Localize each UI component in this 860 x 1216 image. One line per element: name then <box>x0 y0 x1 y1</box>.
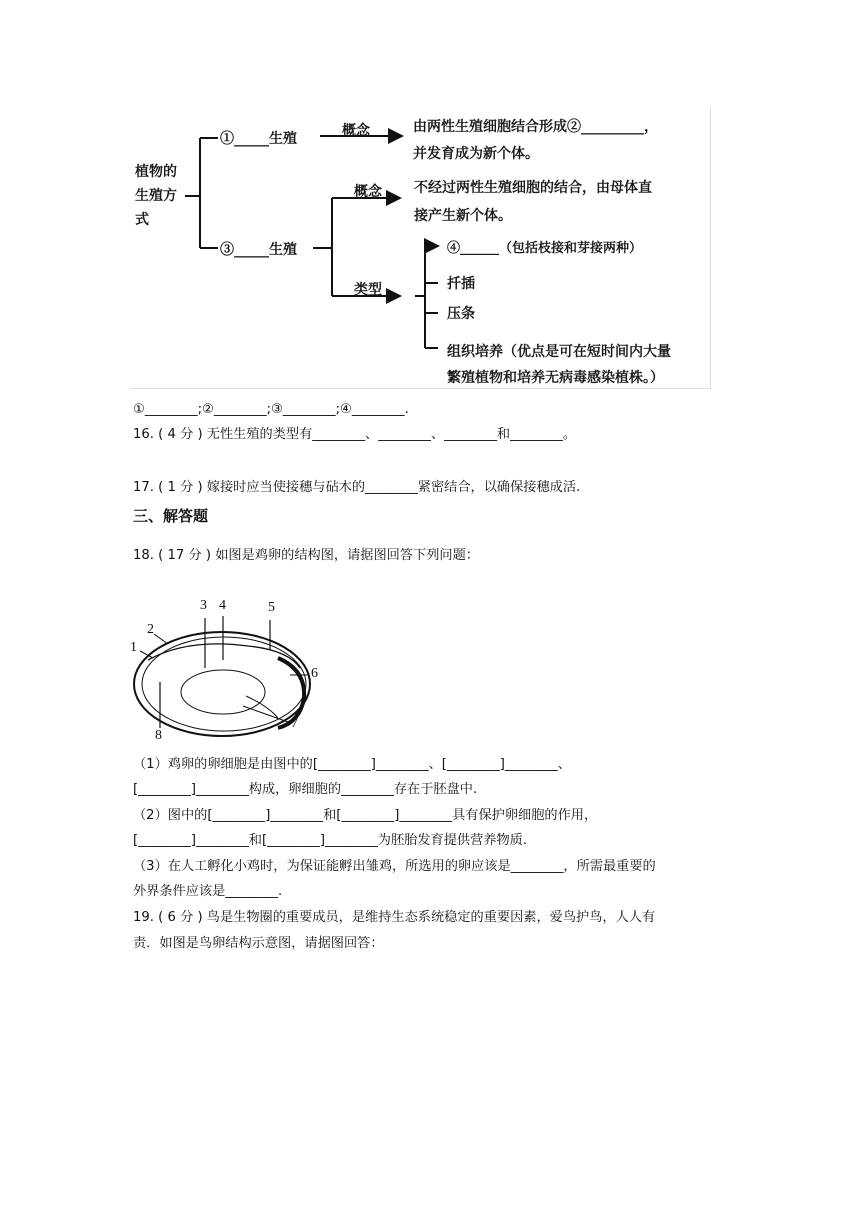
branch-sexual-concept-label: 概念 <box>342 123 370 139</box>
egg-drawing <box>128 598 328 746</box>
type-grafting: ④______（包括枝接和芽接两种） <box>447 241 643 256</box>
branch-asexual: ③_____生殖 <box>220 242 297 258</box>
egg-label-3: 3 <box>200 598 207 613</box>
tissue-culture-line-1: 组织培养（优点是可在短时间内大量 <box>447 344 671 360</box>
asexual-concept-line-2: 接产生新个体。 <box>414 208 512 224</box>
q18-part3-line1: （3）在人工孵化小鸡时，为保证能孵出雏鸡，所选用的卵应该是________，所需最重要的 <box>133 859 656 874</box>
egg-label-7: 7 <box>291 716 298 731</box>
q19-line2: 责．如图是鸟卵结构示意图，请据图回答： <box>133 936 384 951</box>
q18-part1-line2: [________]________构成，卵细胞的________存在于胚盘中. <box>133 782 478 797</box>
section-title: 三、解答题 <box>133 507 209 525</box>
q18-part1-line1: （1）鸡卵的卵细胞是由图中的[________]________、[________]________、 <box>133 757 571 772</box>
branch-asexual-concept-label: 概念 <box>354 184 382 200</box>
root-line-3: 式 <box>135 212 149 228</box>
branch-sexual: ①_____生殖 <box>220 131 297 147</box>
egg-label-1: 1 <box>130 640 137 655</box>
q15-answer-line: ①________;②________;③________;④________. <box>133 402 409 417</box>
type-cutting: 扦插 <box>447 276 475 292</box>
q18-part2-line2: [________]________和[________]________为胚胎发育提供营养物质. <box>133 833 528 848</box>
q16: 16. ( 4 分 ) 无性生殖的类型有________、________、________和________。 <box>133 427 577 442</box>
q19-line1: 19. ( 6 分 ) 鸟是生物圈的重要成员，是维持生态系统稳定的重要因素，爱鸟护鸟，人人有 <box>133 910 656 925</box>
type-tissue-culture <box>447 339 671 391</box>
egg-label-6: 6 <box>311 666 318 681</box>
sexual-concept-line-2: 并发育成为新个体。 <box>413 146 539 162</box>
sexual-concept-line-1: 由两性生殖细胞结合形成②_________， <box>413 119 658 135</box>
q18-part2-line1: （2）图中的[________]________和[________]________具有保护卵细胞的作用， <box>133 808 598 823</box>
root-line-1: 植物的 <box>135 164 177 180</box>
q17: 17. ( 1 分 ) 嫁接时应当使接穗与砧木的________紧密结合，以确保接穗成活. <box>133 480 581 495</box>
egg-structure-figure <box>128 598 328 746</box>
branch-asexual-concept-text <box>414 174 652 230</box>
q18-part3-line2: 外界条件应该是________. <box>133 884 283 899</box>
root-line-2: 生殖方 <box>135 188 177 204</box>
egg-label-8: 8 <box>155 728 162 743</box>
type-layering: 压条 <box>447 306 475 322</box>
diagram-root <box>135 160 177 232</box>
egg-label-5: 5 <box>268 600 275 615</box>
asexual-concept-line-1: 不经过两性生殖细胞的结合，由母体直 <box>414 180 652 196</box>
egg-label-4: 4 <box>219 598 226 613</box>
branch-asexual-type-label: 类型 <box>354 282 382 298</box>
branch-sexual-concept-text <box>413 114 658 168</box>
q18-stem: 18. ( 17 分 ) 如图是鸡卵的结构图，请据图回答下列问题： <box>133 548 479 563</box>
egg-label-2: 2 <box>147 622 154 637</box>
reproduction-flow-diagram <box>130 108 711 389</box>
tissue-culture-line-2: 繁殖植物和培养无病毒感染植株。） <box>447 370 664 386</box>
